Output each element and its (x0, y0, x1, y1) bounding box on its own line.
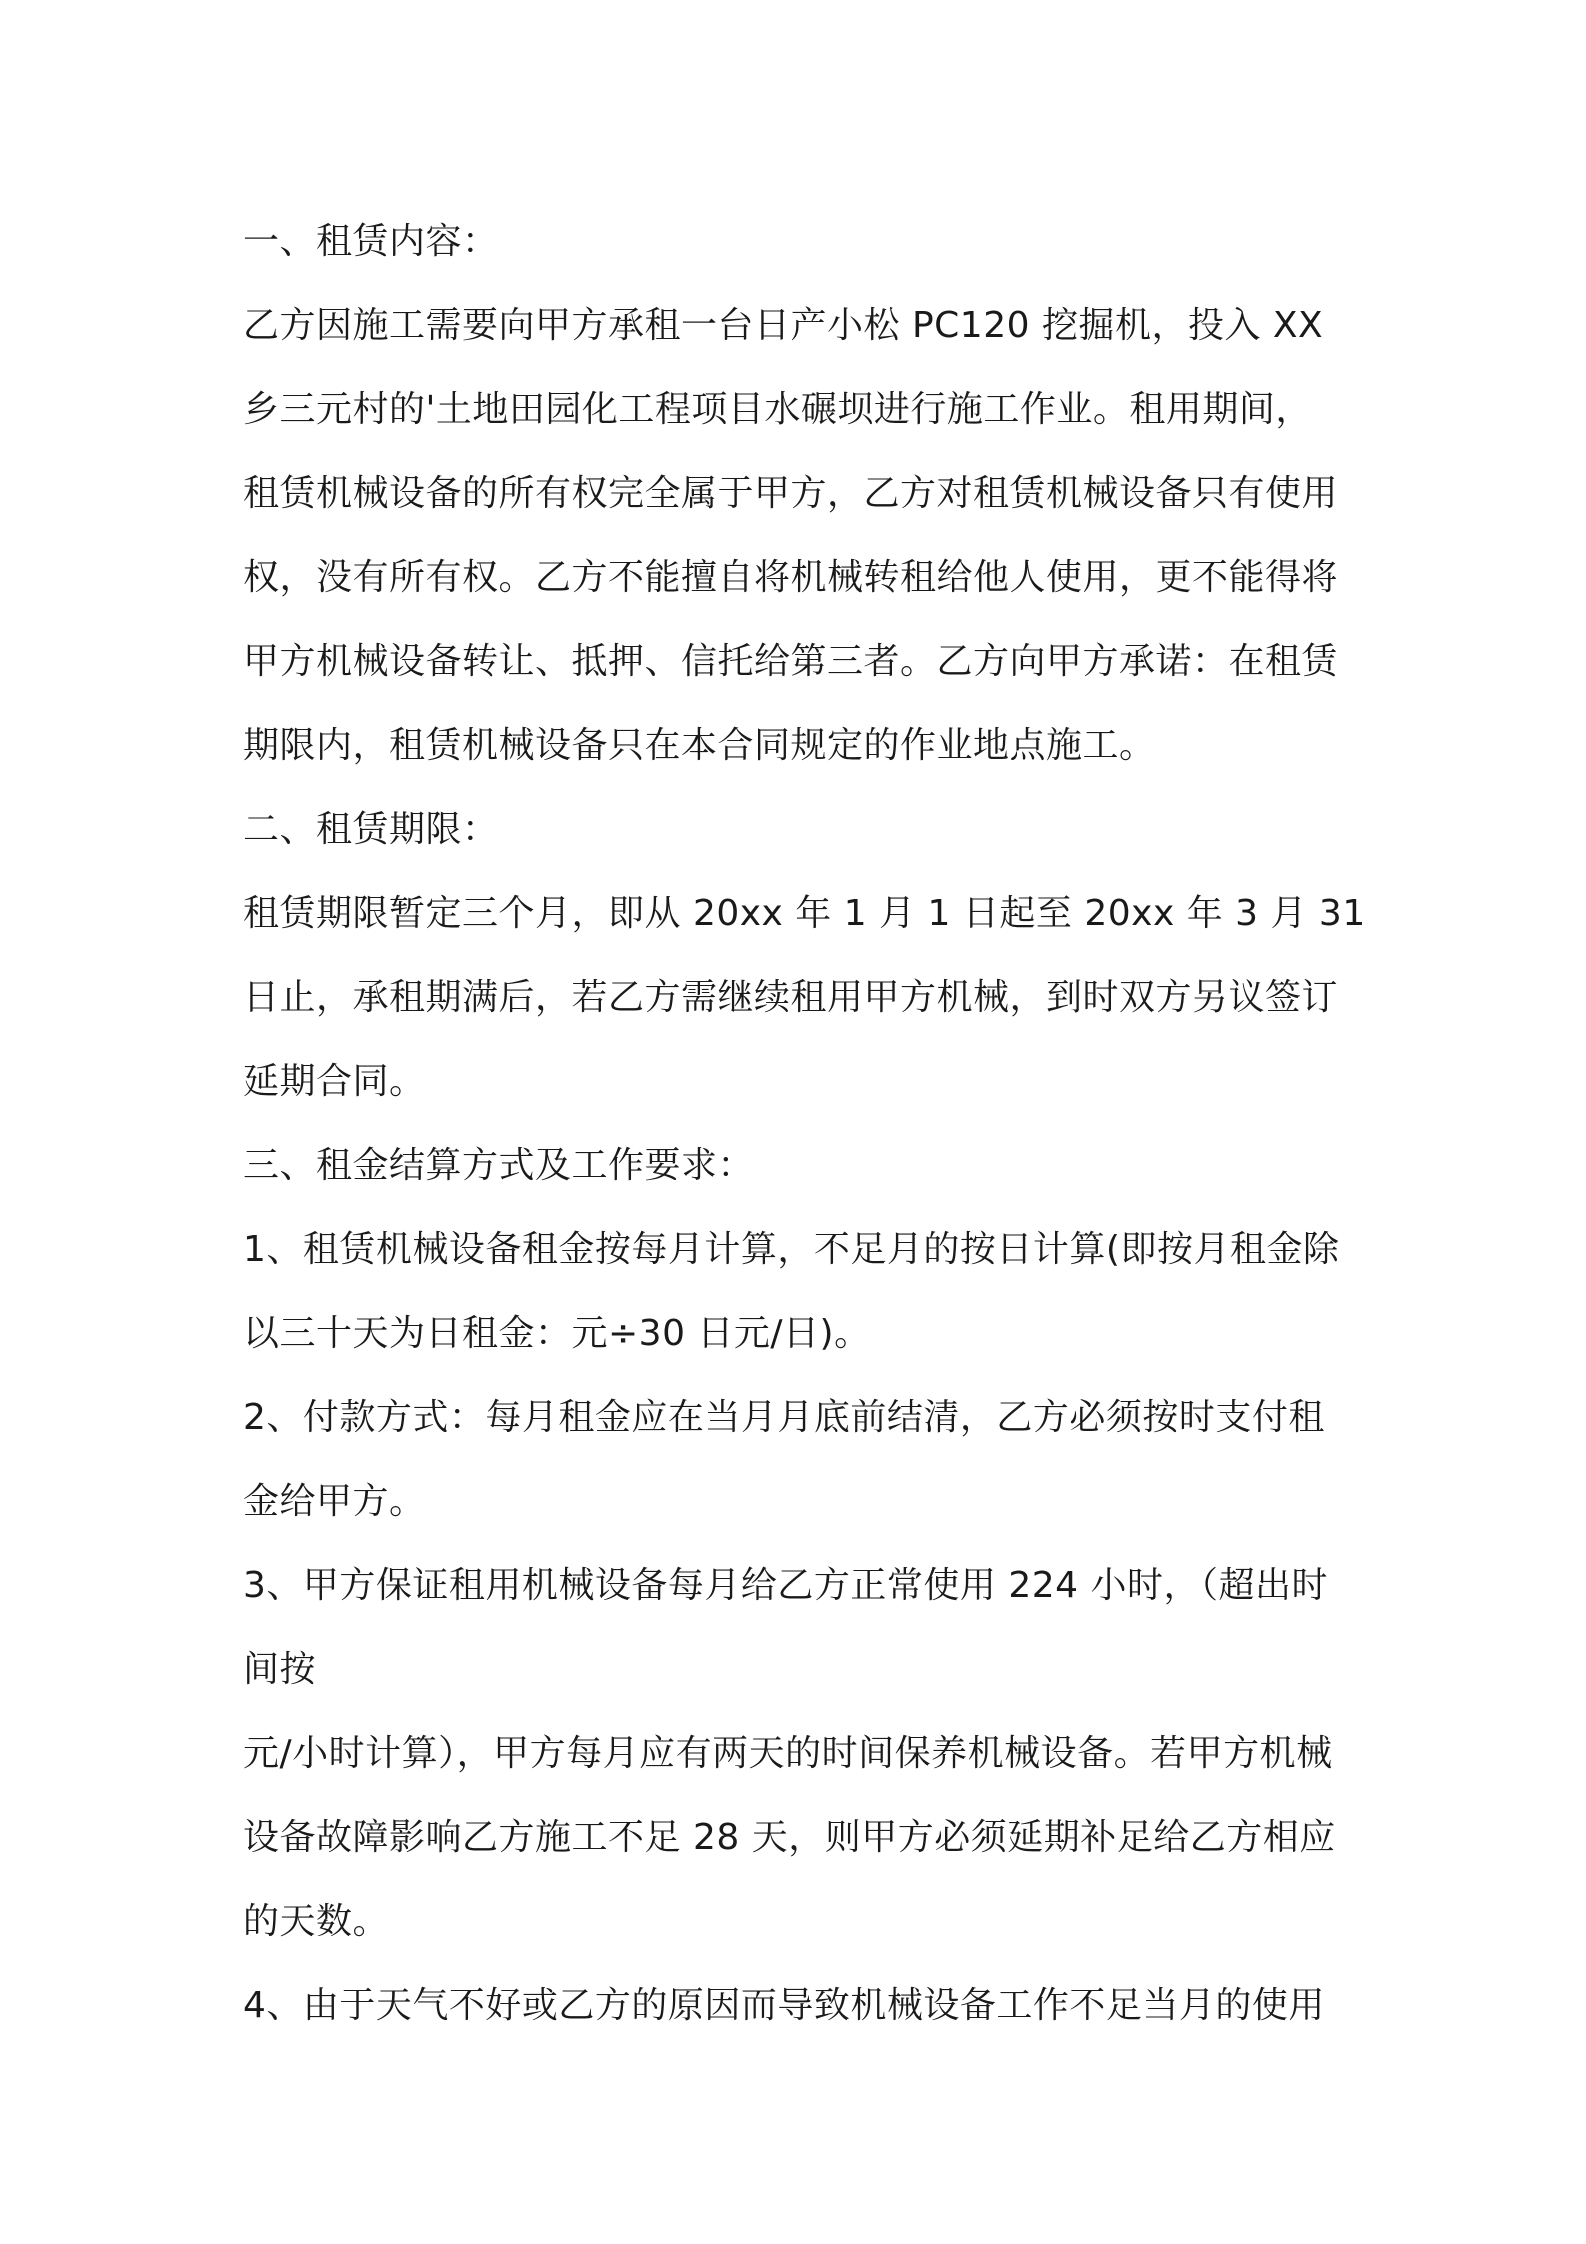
paragraph-line: 乡三元村的'土地田园化工程项目水碾坝进行施工作业。租用期间， (243, 389, 1312, 430)
paragraph-line: 甲方机械设备转让、抵押、信托给第三者。乙方向甲方承诺：在租赁 (243, 641, 1339, 682)
clause-line: 间按 (243, 1649, 317, 1690)
paragraph-line: 租赁期限暂定三个月，即从 20xx 年 1 月 1 日起至 20xx 年 3 月 31 (243, 893, 1366, 934)
clause-line: 元/小时计算），甲方每月应有两天的时间保养机械设备。若甲方机械 (243, 1733, 1333, 1774)
section-heading-lease-term: 二、租赁期限： (243, 809, 499, 850)
paragraph-line: 权，没有所有权。乙方不能擅自将机械转租给他人使用，更不能得将 (243, 557, 1339, 598)
paragraph-line: 日止，承租期满后，若乙方需继续租用甲方机械，到时双方另议签订 (243, 977, 1339, 1018)
section-heading-rent-settlement: 三、租金结算方式及工作要求： (243, 1145, 755, 1186)
clause-line: 的天数。 (243, 1901, 390, 1942)
paragraph-line: 期限内，租赁机械设备只在本合同规定的作业地点施工。 (243, 725, 1156, 766)
clause-line: 以三十天为日租金：元÷30 日元/日)。 (243, 1313, 871, 1354)
section-heading-lease-content: 一、租赁内容： (243, 221, 499, 262)
document-body (243, 200, 1373, 2048)
clause-line: 4、由于天气不好或乙方的原因而导致机械设备工作不足当月的使用 (243, 1985, 1325, 2026)
clause-line: 3、甲方保证租用机械设备每月给乙方正常使用 224 小时，（超出时 (243, 1565, 1329, 1606)
clause-line: 金给甲方。 (243, 1481, 426, 1522)
paragraph-line: 租赁机械设备的所有权完全属于甲方，乙方对租赁机械设备只有使用 (243, 473, 1339, 514)
clause-line: 1、租赁机械设备租金按每月计算，不足月的按日计算(即按月租金除 (243, 1229, 1340, 1270)
paragraph-line: 延期合同。 (243, 1061, 426, 1102)
clause-line: 2、付款方式：每月租金应在当月月底前结清，乙方必须按时支付租 (243, 1397, 1325, 1438)
paragraph-line: 乙方因施工需要向甲方承租一台日产小松 PC120 挖掘机，投入 XX (243, 305, 1324, 346)
clause-line: 设备故障影响乙方施工不足 28 天，则甲方必须延期补足给乙方相应 (243, 1817, 1336, 1858)
